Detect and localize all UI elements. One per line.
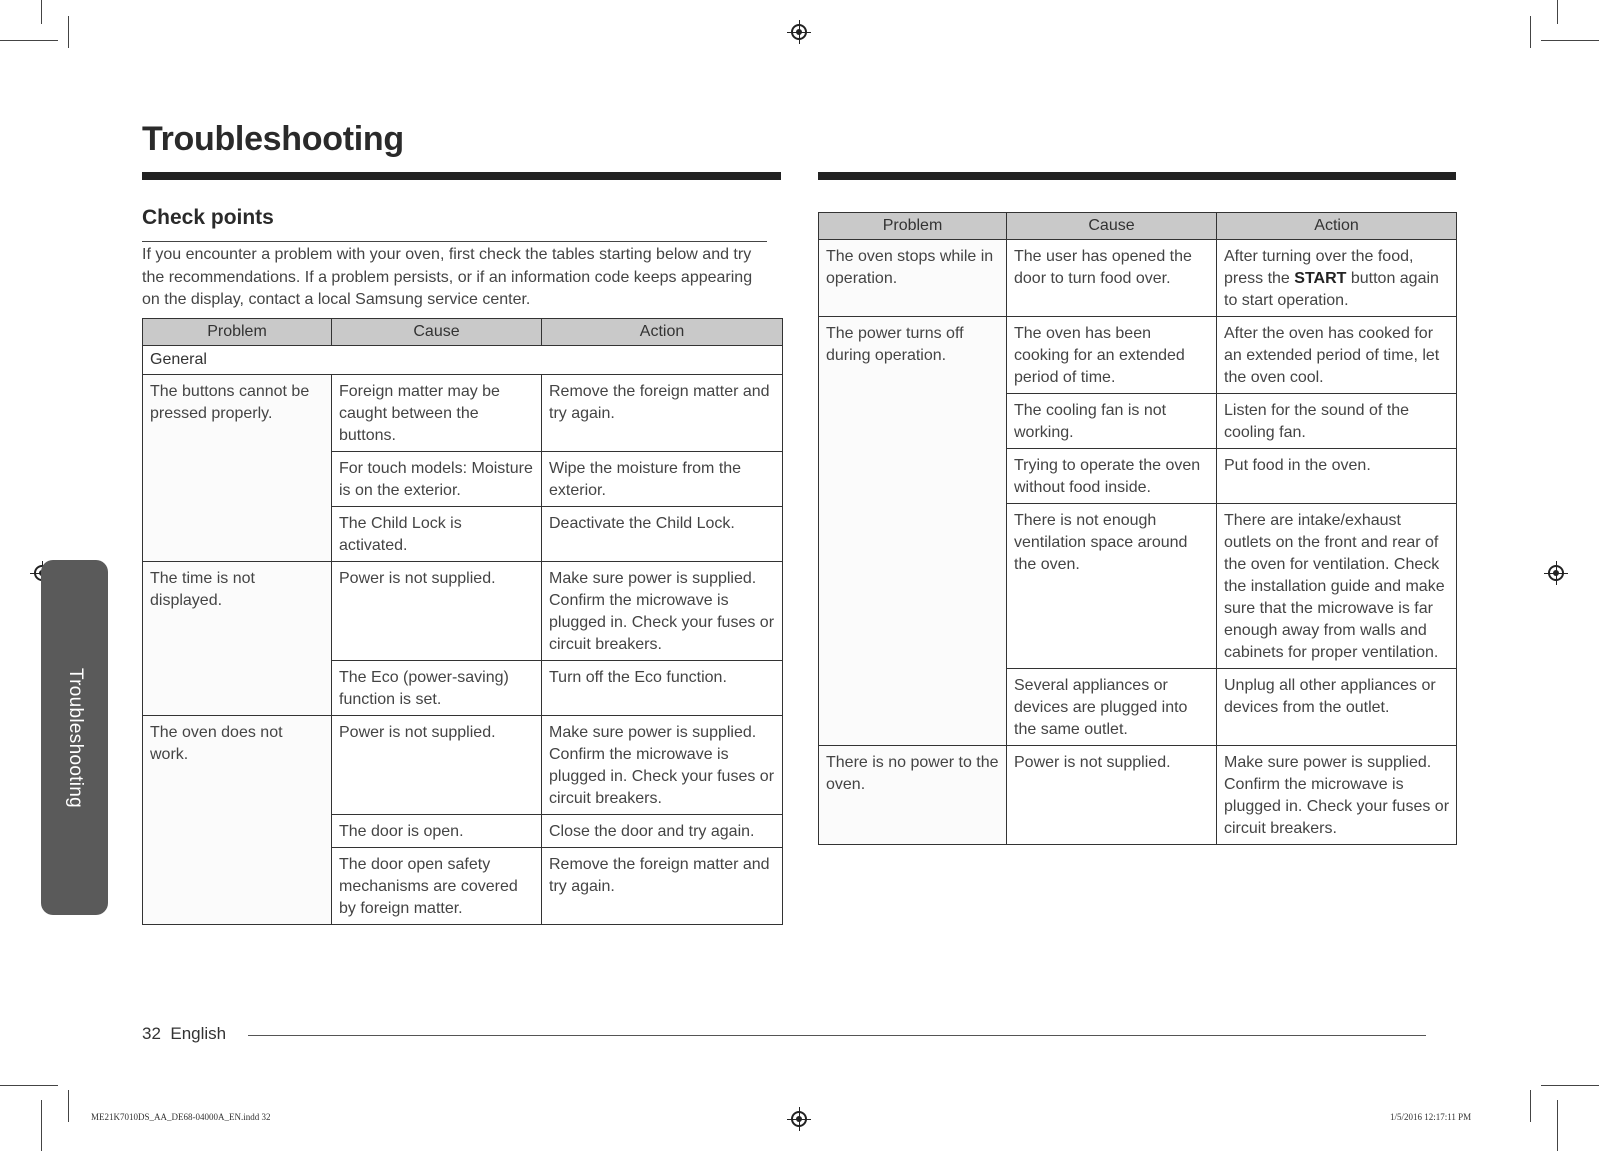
title-rule-right	[818, 172, 1456, 180]
problem-cell: The buttons cannot be pressed properly.	[143, 375, 332, 562]
header-problem: Problem	[143, 319, 332, 346]
table-row	[819, 317, 1457, 394]
action-cell: Close the door and try again.	[542, 815, 783, 848]
action-cell: Remove the foreign matter and try again.	[542, 375, 783, 452]
intro-paragraph: If you encounter a problem with your oven, first check the tables starting below and try the recommendations. If a problem persists, or if an information code keeps appearing on the display, contact a local Samsung service center.	[142, 246, 753, 308]
header-action: Action	[1217, 213, 1457, 240]
crop-mark	[0, 40, 58, 41]
cause-cell: For touch models: Moisture is on the exterior.	[332, 452, 542, 507]
cause-cell: Power is not supplied.	[332, 562, 542, 661]
problem-cell: There is no power to the oven.	[819, 746, 1007, 845]
header-cause: Cause	[332, 319, 542, 346]
table-header-row	[143, 319, 783, 346]
action-cell: Put food in the oven.	[1217, 449, 1457, 504]
table-row	[143, 375, 783, 452]
cause-cell: The user has opened the door to turn food over.	[1007, 240, 1217, 317]
cause-cell: Power is not supplied.	[1007, 746, 1217, 845]
action-cell: Remove the foreign matter and try again.	[542, 848, 783, 925]
crop-mark	[41, 1100, 42, 1151]
action-cell: Wipe the moisture from the exterior.	[542, 452, 783, 507]
page-language: English	[170, 1024, 227, 1043]
crop-mark	[1557, 1100, 1558, 1151]
registration-mark-icon	[791, 1111, 807, 1127]
action-cell: Listen for the sound of the cooling fan.	[1217, 394, 1457, 449]
section-title: Check points	[142, 206, 274, 229]
action-cell: After the oven has cooked for an extended period of time, let the oven cool.	[1217, 317, 1457, 394]
page-number: 32	[142, 1024, 161, 1043]
registration-mark-icon	[791, 24, 807, 40]
problem-cell: The power turns off during operation.	[819, 317, 1007, 746]
troubleshooting-table-left	[142, 318, 783, 925]
crop-mark	[1530, 16, 1531, 48]
page-footer	[142, 1024, 226, 1044]
header-cause: Cause	[1007, 213, 1217, 240]
table-row	[819, 240, 1457, 317]
section-row	[143, 346, 783, 375]
print-slug-file: ME21K7010DS_AA_DE68-04000A_EN.indd 32	[91, 1112, 271, 1122]
cause-cell: The Child Lock is activated.	[332, 507, 542, 562]
action-cell: Make sure power is supplied. Confirm the microwave is plugged in. Check your fuses or circuit breakers.	[1217, 746, 1457, 845]
section-rule	[142, 241, 767, 242]
problem-cell: The oven stops while in operation.	[819, 240, 1007, 317]
action-text: button again to start operation.	[1224, 270, 1439, 309]
action-cell: Turn off the Eco function.	[542, 661, 783, 716]
title-rule-left	[142, 172, 781, 180]
cause-cell: The oven has been cooking for an extended period of time.	[1007, 317, 1217, 394]
action-cell	[1217, 240, 1457, 317]
cause-cell: The door is open.	[332, 815, 542, 848]
crop-mark	[0, 1085, 58, 1086]
cause-cell: There is not enough ventilation space around the oven.	[1007, 504, 1217, 669]
crop-mark	[68, 1090, 69, 1122]
cause-cell: Power is not supplied.	[332, 716, 542, 815]
cause-cell: Several appliances or devices are plugged into the same outlet.	[1007, 669, 1217, 746]
header-problem: Problem	[819, 213, 1007, 240]
troubleshooting-table-right	[818, 212, 1457, 845]
cause-cell: The cooling fan is not working.	[1007, 394, 1217, 449]
registration-mark-icon	[1548, 565, 1564, 581]
section-general: General	[143, 346, 783, 375]
header-action: Action	[542, 319, 783, 346]
crop-mark	[1530, 1090, 1531, 1122]
cause-cell: Foreign matter may be caught between the buttons.	[332, 375, 542, 452]
crop-mark	[68, 16, 69, 48]
action-cell: Unplug all other appliances or devices from the outlet.	[1217, 669, 1457, 746]
action-cell: Make sure power is supplied. Confirm the microwave is plugged in. Check your fuses or circuit breakers.	[542, 716, 783, 815]
action-cell: Deactivate the Child Lock.	[542, 507, 783, 562]
footer-rule	[248, 1035, 1426, 1036]
crop-mark	[1541, 40, 1599, 41]
side-tab	[41, 560, 108, 915]
problem-cell: The oven does not work.	[143, 716, 332, 925]
action-cell: Make sure power is supplied. Confirm the microwave is plugged in. Check your fuses or circuit breakers.	[542, 562, 783, 661]
action-text: After turning over the food, press the	[1224, 248, 1414, 287]
start-keyword: START	[1294, 270, 1347, 287]
crop-mark	[1541, 1085, 1599, 1086]
table-header-row	[819, 213, 1457, 240]
page-title: Troubleshooting	[142, 120, 404, 158]
cause-cell: Trying to operate the oven without food inside.	[1007, 449, 1217, 504]
table-row	[143, 562, 783, 661]
crop-mark	[41, 0, 42, 24]
cause-cell: The door open safety mechanisms are covered by foreign matter.	[332, 848, 542, 925]
cause-cell: The Eco (power-saving) function is set.	[332, 661, 542, 716]
table-row	[143, 716, 783, 815]
action-cell: There are intake/exhaust outlets on the front and rear of the oven for ventilation. Check the installation guide and make sure that the microwave is far enough away from walls and cabinets for proper ventilation.	[1217, 504, 1457, 669]
crop-mark	[1557, 0, 1558, 24]
side-tab-label: Troubleshooting	[64, 667, 86, 808]
problem-cell: The time is not displayed.	[143, 562, 332, 716]
print-slug-date: 1/5/2016 12:17:11 PM	[1390, 1112, 1472, 1122]
table-row	[819, 746, 1457, 845]
